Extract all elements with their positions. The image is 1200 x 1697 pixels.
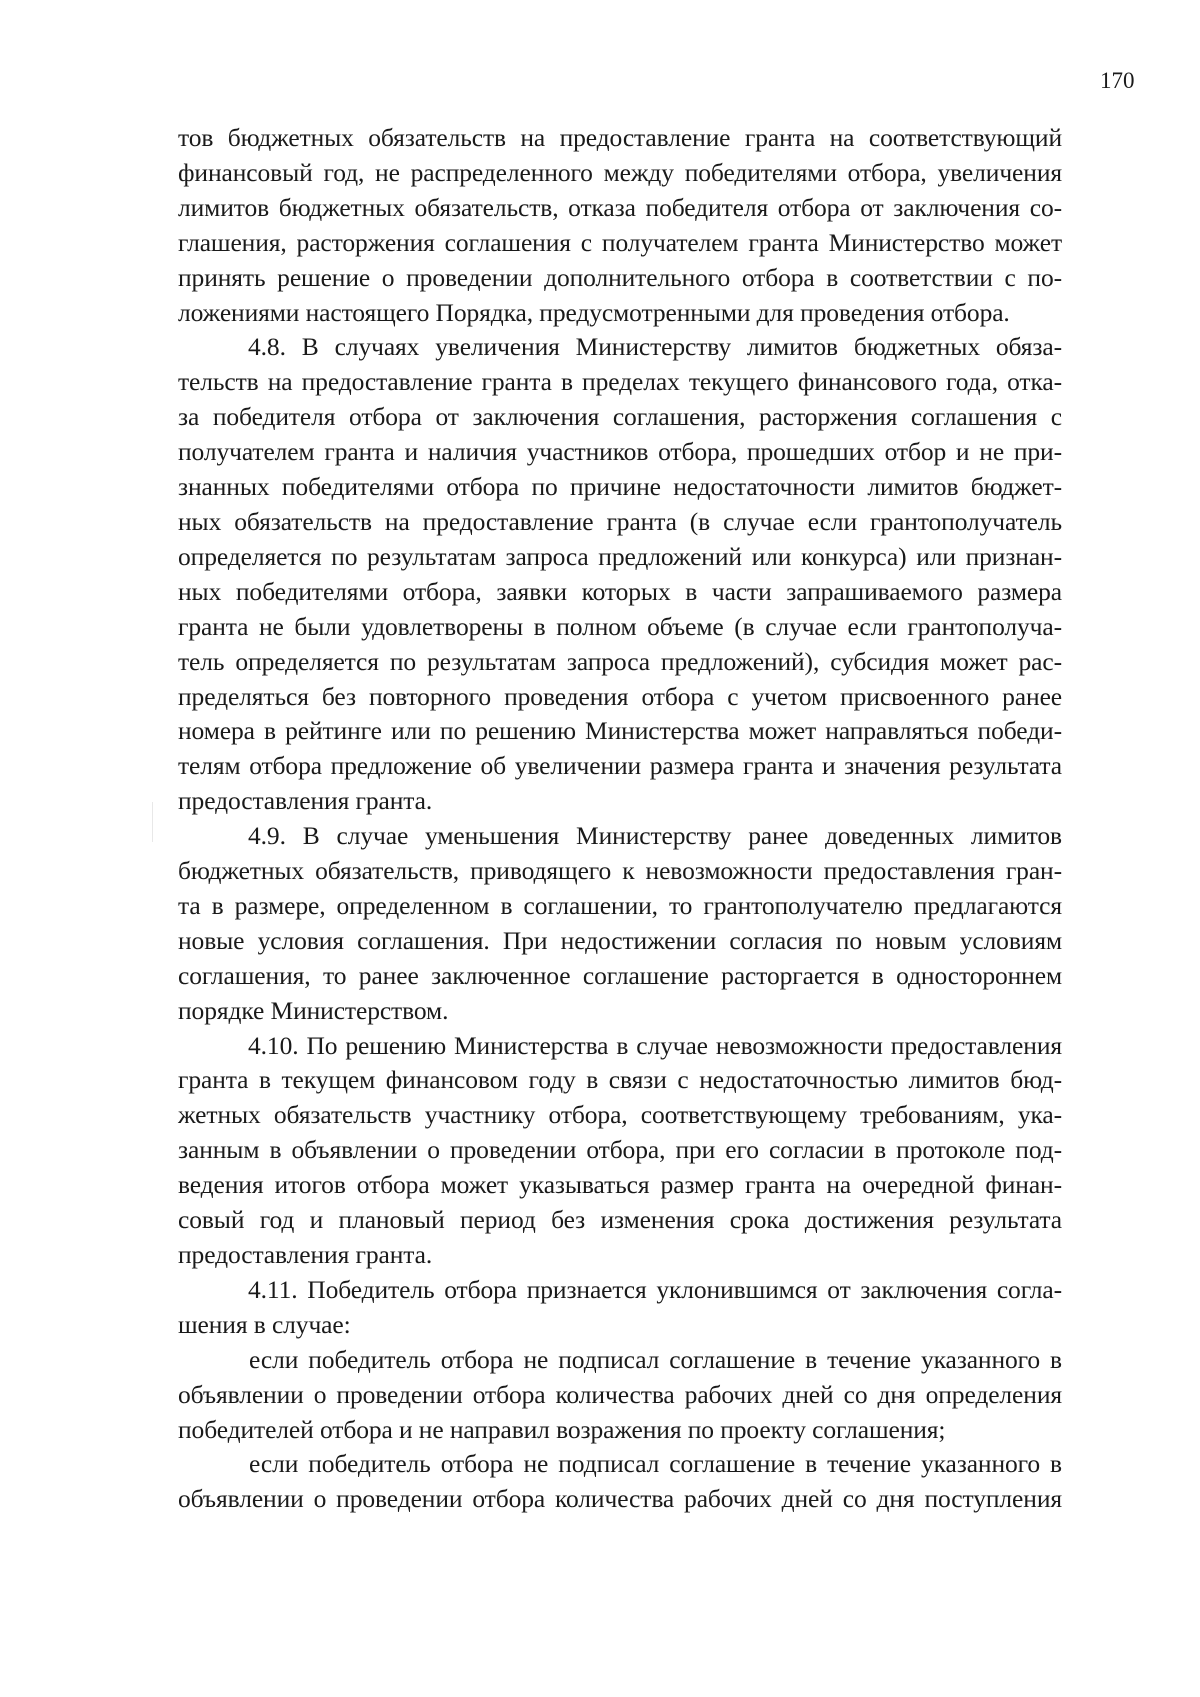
text-line: жетных обязательств участнику отбора, соответствующему требованиям, ука- [178,1100,1062,1130]
text-line: шения в случае: [178,1309,351,1339]
document-body [178,121,1062,1517]
text-line: получателем гранта и наличия участников отбора, прошедших отбор и не при- [178,437,1062,467]
text-line: принять решение о проведении дополнительного отбора в соответствии с по- [178,262,1062,292]
text-line: ных обязательств на предоставление гранта (в случае если грантополучатель [178,506,1062,536]
paragraph-condition-1 [178,1343,1062,1448]
text-line: предоставления гранта. [178,1240,433,1269]
text-line: занным в объявлении о проведении отбора, при его согласии в протоколе под- [178,1135,1062,1165]
text-line: знанных победителями отбора по причине недостаточности лимитов бюджет- [178,472,1062,502]
text-line: гранта в текущем финансовом году в связи с недостаточностью лимитов бюд- [178,1065,1062,1095]
text-line: тов бюджетных обязательств на предоставление гранта на соответствующий [178,123,1062,152]
text-line: гранта не были удовлетворены в полном объеме (в случае если грантополуча- [178,611,1062,641]
text-line: глашения, расторжения соглашения с получателем гранта Министерство может [178,227,1062,257]
text-line: новые условия соглашения. При недостижении согласия по новым условиям [178,925,1062,955]
text-line: пределяться без повторного проведения отбора с учетом присвоенного ранее [178,681,1062,711]
paragraph-continuation [178,121,1062,330]
paragraph-4-10 [178,1029,1062,1273]
text-line: 4.10. По решению Министерства в случае невозможности предоставления [248,1030,1062,1060]
text-line: предоставления гранта. [178,786,433,816]
text-line: за победителя отбора от заключения соглашения, расторжения соглашения с [178,402,1062,432]
scan-mark [152,802,153,842]
text-line: порядке Министерством. [178,995,449,1025]
text-line: 4.11. Победитель отбора признается уклонившимся от заключения согла- [248,1274,1062,1304]
text-line: финансовый год, не распределенного между победителями отбора, увеличения [178,157,1062,187]
text-line: ных победителями отбора, заявки которых в части запрашиваемого размера [178,576,1062,606]
text-line: совый год и плановый период без изменения срока достижения результата [178,1205,1062,1235]
page-number: 170 [1100,68,1135,93]
text-line: 4.9. В случае уменьшения Министерству ранее доведенных лимитов [248,821,1062,851]
text-line: лимитов бюджетных обязательств, отказа победителя отбора от заключения со- [178,192,1062,222]
text-line: объявлении о проведении отбора количества рабочих дней со дня определения [178,1379,1062,1409]
paragraph-4-8 [178,330,1062,819]
text-line: объявлении о проведении отбора количества рабочих дней со дня поступления [178,1484,1062,1514]
text-line: телям отбора предложение об увеличении размера гранта и значения результата [178,751,1062,781]
text-line: если победитель отбора не подписал соглашение в течение указанного в [249,1449,1062,1479]
paragraph-4-9 [178,819,1062,1028]
text-line: бюджетных обязательств, приводящего к невозможности предоставления гран- [178,856,1062,886]
paragraph-condition-2 [178,1447,1062,1517]
text-line: если победитель отбора не подписал соглашение в течение указанного в [249,1344,1062,1374]
text-line: победителей отбора и не направил возражения по проекту соглашения; [178,1414,946,1444]
text-line: 4.8. В случаях увеличения Министерству лимитов бюджетных обяза- [248,332,1062,362]
text-line: номера в рейтинге или по решению Министерства может направляться победи- [178,716,1062,746]
text-line: та в размере, определенном в соглашении, то грантополучателю предлагаются [178,890,1062,920]
text-line: тельств на предоставление гранта в пределах текущего финансового года, отка- [178,367,1062,397]
text-line: соглашения, то ранее заключенное соглашение расторгается в одностороннем [178,960,1062,990]
text-line: ведения итогов отбора может указываться размер гранта на очередной финан- [178,1170,1062,1200]
text-line: определяется по результатам запроса предложений или конкурса) или признан- [178,541,1062,571]
text-line: ложениями настоящего Порядка, предусмотренными для проведения отбора. [178,297,1010,327]
paragraph-4-11 [178,1273,1062,1343]
text-line: тель определяется по результатам запроса предложений), субсидия может рас- [178,646,1062,676]
